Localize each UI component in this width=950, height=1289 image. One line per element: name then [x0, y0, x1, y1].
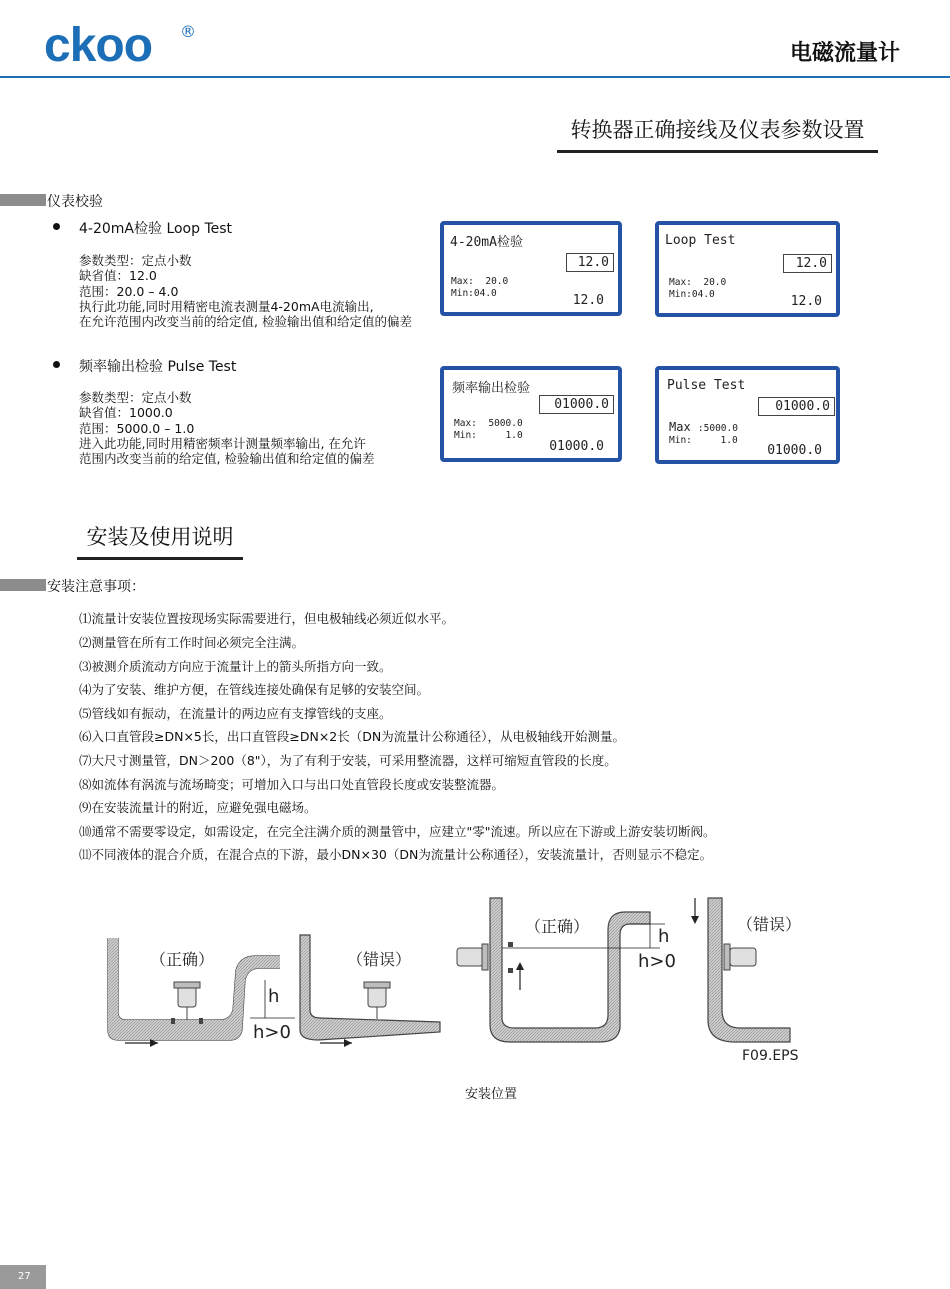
lcd-max [669, 277, 726, 288]
install-note: ⑻如流体有涡流与流场畸变；可增加入口与出口处直管段长度或安装整流器。 [79, 777, 505, 792]
lcd-value-box: 12.0 [783, 254, 832, 273]
max-label: Max: [669, 277, 692, 288]
diagram-panel-correct-2 [457, 898, 676, 1042]
loop-test-title: 4-20mA检验 Loop Test [79, 221, 233, 237]
installation-diagram [90, 890, 890, 1080]
lcd-max [454, 418, 523, 429]
lcd-min [454, 430, 523, 441]
flange [508, 942, 513, 947]
lcd-output: 12.0 [572, 293, 604, 308]
pulse-line: 缺省值：1000.0 [79, 405, 173, 421]
min-value: 1.0 [505, 430, 523, 441]
max-label: Max: [454, 418, 477, 429]
install-note: ⑴流量计安装位置按现场实际需要进行，但电极轴线必须近似水平。 [79, 611, 455, 626]
diagram-caption: 安装位置 [465, 1087, 518, 1102]
install-note: ⑷为了安装、维护方便，在管线连接处确保有足够的安装空间。 [79, 682, 430, 697]
lcd-pulse-en [655, 366, 840, 464]
page-number: 27 [0, 1265, 46, 1289]
label-correct: （正确） [150, 950, 215, 969]
lcd-title: Pulse Test [667, 378, 746, 393]
max-label: Max [669, 420, 691, 434]
flange [199, 1018, 203, 1024]
pulse-line: 参数类型：定点小数 [79, 390, 192, 405]
flowmeter-icon [724, 944, 756, 970]
label-h: h [268, 986, 280, 1007]
pulse-line: 进入此功能,同时用精密频率计测量频率输出, 在允许 [79, 435, 366, 451]
section-marker-bar [0, 194, 46, 206]
install-note: ⑶被测介质流动方向应于流量计上的箭头所指方向一致。 [79, 659, 392, 674]
install-note: ⑹入口直管段≥DN×5长，出口直管段≥DN×2长（DN为流量计公称通径），从电极轴线开始测量。 [79, 729, 625, 744]
label-wrong: （错误） [737, 915, 802, 934]
loop-line: 参数类型：定点小数 [79, 253, 192, 268]
loop-line: 在允许范围内改变当前的给定值, 检验输出值和给定值的偏差 [79, 314, 412, 330]
label-h-gt-0: h>0 [253, 1022, 291, 1043]
pulse-test-title: 频率输出检验 Pulse Test [79, 359, 237, 375]
max-value: 20.0 [703, 277, 727, 288]
lcd-min [451, 288, 497, 299]
max-value: 5000.0 [488, 418, 523, 429]
install-note: ⑵测量管在所有工作时间必须完全注满。 [79, 635, 305, 650]
flowmeter-icon [457, 944, 488, 970]
min-value: 04.0 [691, 289, 715, 300]
loop-line: 执行此功能,同时用精密电流表测量4-20mA电流输出, [79, 298, 374, 314]
file-label: F09.EPS [742, 1048, 799, 1064]
bullet-icon [53, 361, 60, 368]
label-h: h [658, 926, 670, 947]
lcd-value-box: 01000.0 [539, 395, 614, 414]
lcd-output: 12.0 [790, 294, 822, 309]
lcd-title: 4-20mA检验 [450, 235, 523, 250]
flow-arrow-icon [516, 962, 524, 970]
install-note: ⑽通常不需要零设定，如需设定，在完全注满介质的测量管中，应建立"零"流速。所以应在下游或上游安装切断阀。 [79, 824, 716, 839]
max-label: Max: [451, 276, 474, 287]
lcd-title: Loop Test [665, 233, 736, 248]
min-value: 1.0 [720, 435, 738, 446]
min-label: Min: [669, 289, 692, 300]
lcd-title: 频率输出检验 [452, 381, 531, 396]
registered-mark: ® [180, 22, 196, 41]
flange [508, 968, 513, 973]
install-note: ⑼在安装流量计的附近，应避免强电磁场。 [79, 800, 317, 815]
pulse-test-desc [79, 390, 374, 466]
flowmeter-icon [174, 982, 200, 1020]
min-label: Min: [451, 288, 474, 299]
loop-test-desc [79, 253, 412, 329]
lcd-max [669, 420, 738, 434]
brand-logo: ckoo [44, 19, 153, 72]
label-correct: （正确） [525, 917, 590, 936]
lcd-loop-cn [440, 221, 622, 316]
lcd-min [669, 289, 715, 300]
section-title-wiring: 转换器正确接线及仪表参数设置 [557, 114, 878, 153]
install-note: ⑸管线如有振动，在流量计的两边应有支撑管线的支座。 [79, 706, 392, 721]
lcd-max [451, 276, 508, 287]
bullet-icon [53, 223, 60, 230]
flow-arrow-icon [344, 1039, 352, 1047]
lcd-min [669, 435, 738, 446]
min-label: Min: [454, 430, 477, 441]
pulse-line: 范围：5000.0 – 1.0 [79, 420, 195, 436]
header-divider [0, 76, 950, 78]
min-value: 04.0 [473, 288, 497, 299]
install-note: ⑾不同液体的混合介质，在混合点的下游，最小DN×30（DN为流量计公称通径），安装流量计，否则显示不稳定。 [79, 847, 713, 862]
diagram-panel-wrong-1 [300, 935, 440, 1047]
flow-arrow-icon [691, 916, 699, 924]
install-notes-label: 安装注意事项： [47, 579, 145, 595]
lcd-value-box: 01000.0 [758, 397, 835, 416]
header-title: 电磁流量计 [789, 41, 900, 66]
diagram-panel-correct-1 [108, 938, 295, 1047]
install-note: ⑺大尺寸测量管，DN＞200（8"），为了有利于安装，可采用整流器，这样可缩短直管段的长度。 [79, 753, 617, 768]
max-value: 20.0 [485, 276, 509, 287]
label-wrong: （错误） [347, 950, 412, 969]
lcd-output: 01000.0 [549, 439, 604, 454]
max-value: :5000.0 [697, 423, 738, 434]
pulse-line: 范围内改变当前的给定值, 检验输出值和给定值的偏差 [79, 451, 375, 467]
flange [171, 1018, 175, 1024]
lcd-pulse-cn [440, 366, 622, 462]
lcd-loop-en [655, 221, 840, 317]
loop-line: 范围：20.0 – 4.0 [79, 283, 179, 299]
min-label: Min: [669, 435, 692, 446]
section-marker-bar [0, 579, 46, 591]
label-h-gt-0: h>0 [638, 951, 676, 972]
diagram-panel-wrong-2 [691, 898, 801, 1064]
loop-line: 缺省值：12.0 [79, 268, 157, 284]
section-title-install: 安装及使用说明 [77, 521, 243, 560]
calibration-label: 仪表校验 [47, 194, 103, 210]
lcd-value-box: 12.0 [566, 253, 614, 272]
flowmeter-icon [364, 982, 390, 1019]
lcd-output: 01000.0 [767, 443, 822, 458]
